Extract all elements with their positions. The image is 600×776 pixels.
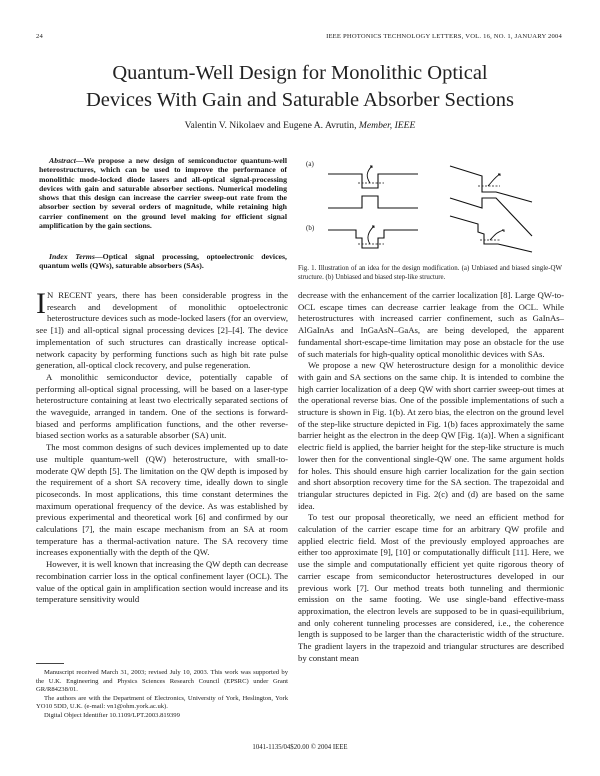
fig1a-unbiased-vb <box>328 196 418 208</box>
right-paragraph-1: decrease with the enhancement of the carrier localization [8]. Large QW-to-OCL escape times can decrease carrier leakage from the OCL. While heterostructures with increased carrier confinement, such as GaInAs–AlGaInAs and InGaAsN–GaAs, are being developed, the apparent fundamental short-escape-time limitation may pose an obstacle for the use of such materials for high-quality optical monolithic devices with SAs. <box>298 290 564 359</box>
paragraph-4: However, it is well known that increasing the QW depth can decrease recombination carrier loss in the optical confinement layer (OCL). The value of the optical gain in amplification section would increase and its temperature sensitivity would <box>36 559 288 605</box>
abstract-text: —We propose a new design of semiconductor quantum-well heterostructures, which can be used to improve the performance of monolithic mode-locked diode lasers and all-optical signal-processing devices with gain and saturable absorber sections. Numerical modeling shows that this design can increase the carrier sweep-out rate from the absorber section by several orders of magnitude, while retaining high carrier confinement on the ground level making for efficient signal amplification by the gain sections. <box>39 156 287 231</box>
footnotes <box>36 669 288 721</box>
index-terms-text: —Optical signal processing, optoelectronic devices, quantum wells (QWs), saturable absorbers (SAs). <box>39 252 287 271</box>
figure-1-drawing <box>300 152 562 260</box>
footnote-doi: Digital Object Identifier 10.1109/LPT.2003.819399 <box>44 711 180 719</box>
journal-header: IEEE PHOTONICS TECHNOLOGY LETTERS, VOL. 16, NO. 1, JANUARY 2004 <box>326 33 562 40</box>
abstract <box>39 156 287 230</box>
figure-1 <box>300 152 562 260</box>
fig1b-biased-cb <box>450 216 532 252</box>
paragraph-3: The most common designs of such devices implemented up to date use multiple quantum-well (QW) heterostructure, with small-to-moderate QW depth [5]. The limitation on the QW depth is imposed by the requirement of a short SA recovery time, ideally down to single picoseconds. In most applications, this time constant determines the maximum operational frequency of the device. As was established by previous experimental and theoretical work [6] and confirmed by our calculations [7], the main escape mechanism from an SA at room temperature has a thermal-activation nature. The SA recovery time increases exponentially with the depth of the QW. <box>36 442 288 558</box>
body-right-column <box>298 290 564 665</box>
figure-1-caption: Fig. 1. Illustration of an idea for the design modification. (a) Unbiased and biased single-QW structure. (b) Unbiased and biased step-like structure. <box>298 265 562 281</box>
author-names: Valentin V. Nikolaev and Eugene A. Avrutin, <box>184 120 357 131</box>
fig1b-unbiased-cb <box>328 230 418 248</box>
right-paragraph-2: We propose a new QW heterostructure design for a monolithic device with gain and SA sections on the same chip. It is intended to combine the high carrier localization of a deep QW with short carrier sweep-out times at the operational reverse bias. One of the possible implementations of such a structure is shown in Fig. 1(b). At zero bias, the electron on the ground level of the step-like structure depicted in Fig. 1(b) faces approximately the same barrier height as the electron in the deep QW [Fig. 1(a)]. When a significant electric field is applied, the barrier height for the step-like structure is much lower then for the conventional single-QW one. The same argument holds for holes. This should ensure high carrier localization for the gain section and short absorption recovery time for the SA section. The trapezoidal and triangular structures depicted in Fig. 2(c) and (d) are based on the same idea. <box>298 360 564 511</box>
footnote-rule <box>36 663 64 664</box>
fig1a-biased-cb <box>450 166 532 202</box>
copyright-footer: 1041-1135/04$20.00 © 2004 IEEE <box>252 744 348 751</box>
intro-text: years, there has been considerable progress in the research and development of monolithic optoelectronic heterostructure devices such as mode-locked lasers (for an overview, see [1]) and all-optical signal processing devices [2]–[4]. The device implementation of such structures can drastically increase optical-network capacity by performing functions such as high bit rate pulse generation, all-optical clock recovery, and pulse regeneration. <box>36 290 289 371</box>
figure-label-a: (a) <box>306 160 314 168</box>
drop-cap: I <box>36 287 46 320</box>
page-number: 24 <box>36 33 43 40</box>
footnote-manuscript: Manuscript received March 31, 2003; revised July 10, 2003. This work was supported by the U.K. Engineering and Physics Sciences Research Council (EPSRC) under Grant GR/R84238/01. <box>36 669 288 694</box>
title-line-1: Quantum-Well Design for Monolithic Optical <box>112 62 488 84</box>
abstract-label: Abstract <box>49 156 76 165</box>
index-terms-label: Index Terms <box>49 252 95 261</box>
paragraph-2: A monolithic semiconductor device, potentially capable of performing all-optical signal processing, will be based on a laser-type heterostructure containing at least two electrically separated sections of the waveguide, arranged in tandem. One of the sections is forward-biased and performs amplification functions, and the other reverse-biased section works as a saturable absorber (SA) unit. <box>36 371 288 441</box>
fig1a-biased-vb <box>450 198 532 236</box>
footnote-affiliation: The authors are with the Department of Electronics, University of York, Heslington, York YO10 5DD, U.K. (e-mail: vn1@ohm.york.ac.uk). <box>36 694 288 711</box>
paper-title <box>0 60 600 114</box>
body-left-column <box>36 287 289 606</box>
figure-label-b: (b) <box>306 224 315 232</box>
intro-paragraph <box>36 287 289 372</box>
title-line-2: Devices With Gain and Saturable Absorber Sections <box>85 89 515 111</box>
index-terms <box>39 252 287 271</box>
author-membership: Member, IEEE <box>358 120 416 131</box>
right-paragraph-3: To test our proposal theoretically, we need an efficient method for calculation of the carrier escape time for an arbitrary QW profile and applied electric field. Most of the previously employed approaches are either too approximate [9], [10] or computationally difficult [11]. Here, we use the simple and computationally efficient yet quite rigorous theory of carrier escape from semiconductor heterostructures developed in our previous work [7]. Our method treats both tunneling and thermionic emission on the same footing. We use single-band effective-mass approximation, the electron levels are supposed to be in quasi-equilibrium, and only coherent tunneling processes are considered, i.e., the coherence length is supposed to be larger than the characteristic width of the structure. The gradient layers in the trapezoid and triangular structures are described by constant mean <box>298 512 564 663</box>
authors <box>0 120 600 131</box>
intro-first-word: N RECENT <box>47 290 92 300</box>
fig1a-unbiased-cb <box>328 174 418 188</box>
